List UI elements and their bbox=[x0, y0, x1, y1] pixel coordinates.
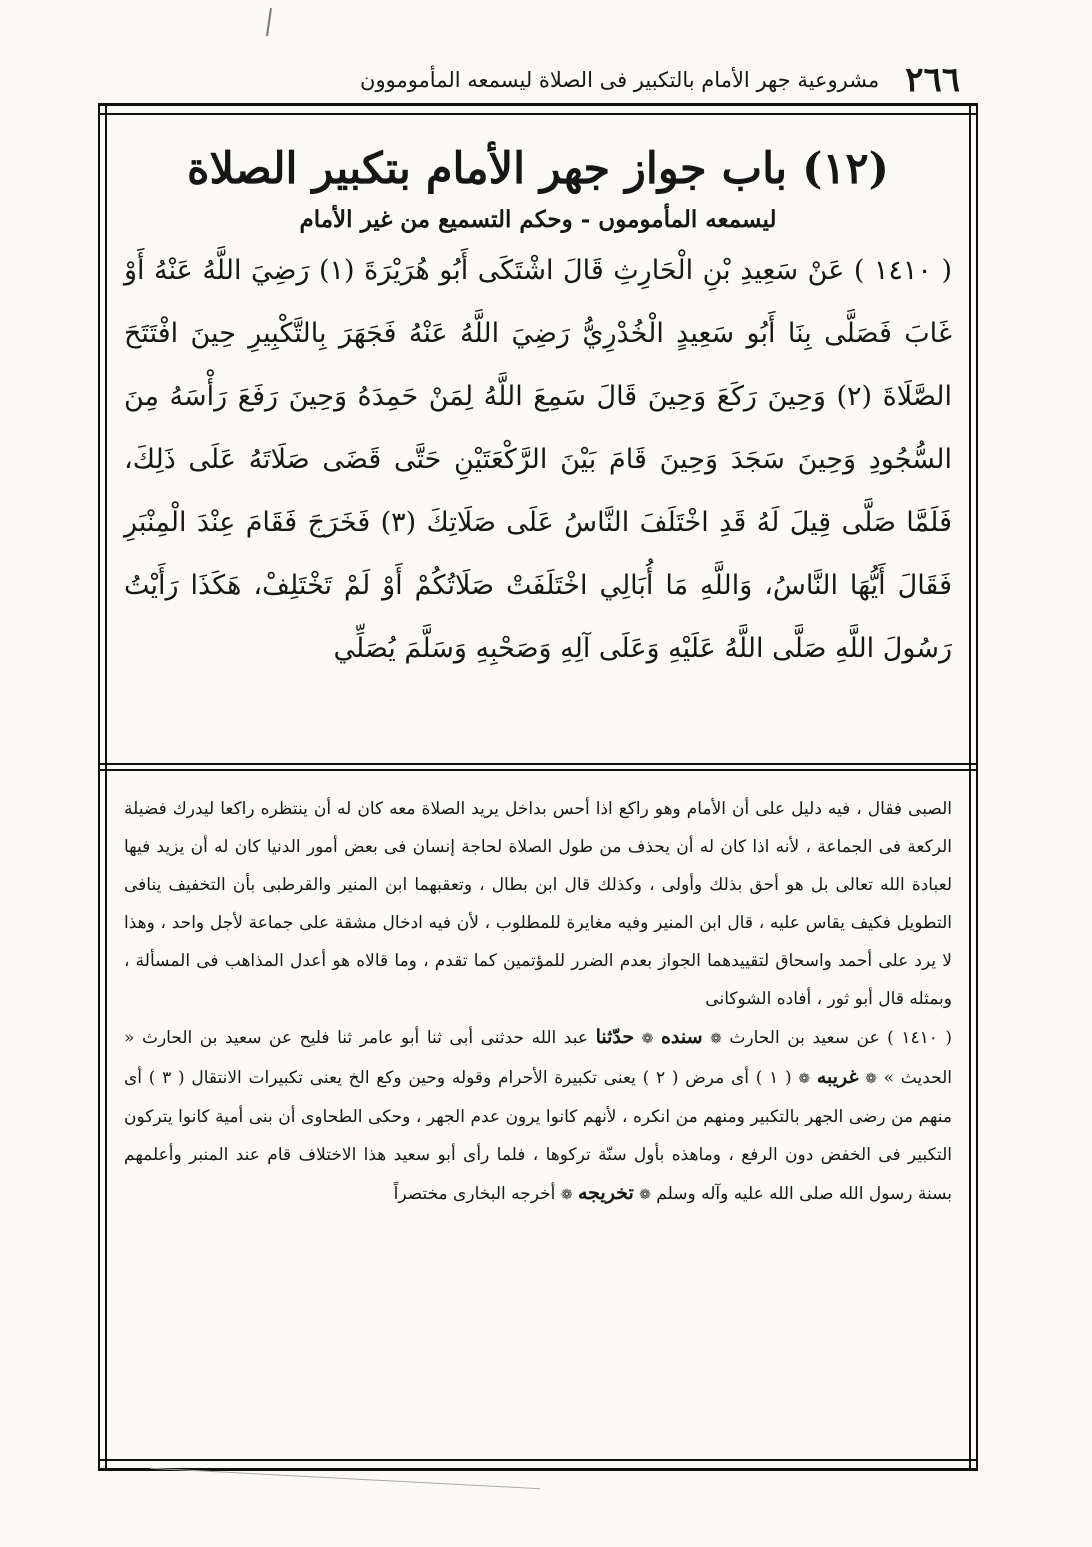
running-title: مشروعية جهر الأمام بالتكبير فى الصلاة ليسمعه المأموموون bbox=[360, 68, 880, 92]
scan-mark-bottom bbox=[150, 1468, 540, 1489]
page-header bbox=[120, 58, 960, 102]
chapter-title: (١٢) باب جواز جهر الأمام بتكبير الصلاة bbox=[186, 144, 890, 194]
gharib-notes: ( ١ ) أى مرض ( ٢ ) يعنى تكبيرة الأحرام وقوله وحين وكع الخ يعنى تكبيرات الانتقال ( ٣ ) أى منهم من رضى الجهر بالتكبير ومنهم من انكره ، لأنهم كانوا يرون عدم الجهر ، وحكى الطحاوى أن بنى أمية كانوا يتركون التكبير فى الخفض دون الرفع ، وماهذه بأول سنّة تركوها ، فلما رأى أبو سعيد هذا الاختلاف قام عند المنبر وأعلمهم بسنة رسول الله صلى الله عليه وآله وسلم bbox=[124, 1068, 952, 1204]
keyword-haddathana: حدّثنا bbox=[595, 1026, 635, 1048]
ornament-icon: ❁ bbox=[560, 1187, 573, 1203]
chapter-subtitle: ليسمعه المأموموں - وحكم التسميع من غير الأمام bbox=[299, 205, 777, 233]
frame-line bbox=[969, 106, 971, 1468]
hadith-reference: ( ١٤١٠ ) عن سعيد بن الحارث bbox=[729, 1028, 953, 1048]
ornament-icon: ❁ bbox=[798, 1071, 811, 1087]
section-divider bbox=[98, 763, 978, 765]
keyword-sanad: سنده bbox=[660, 1026, 703, 1048]
ornament-icon: ❁ bbox=[639, 1187, 651, 1203]
keyword-takhrij: تخريجه bbox=[577, 1182, 634, 1204]
page-frame bbox=[98, 103, 978, 1471]
page-number: ٢٦٦ bbox=[905, 60, 960, 100]
frame-line bbox=[98, 1459, 978, 1461]
hadith-text: ( ١٤١٠ ) عَنْ سَعِيدِ بْنِ الْحَارِثِ قَالَ اشْتَكَى أَبُو هُرَيْرَةَ (١) رَضِيَ اللَّهُ عَنْهُ أَوْ غَابَ فَصَلَّى بِنَا أَبُو سَعِيدٍ الْخُدْرِيُّ رَضِيَ اللَّهُ عَنْهُ فَجَهَرَ بِالتَّكْبِيرِ حِينَ افْتَتَحَ الصَّلَاةَ (٢) وَحِينَ رَكَعَ وَحِينَ قَالَ سَمِعَ اللَّهُ لِمَنْ حَمِدَهُ وَحِينَ رَفَعَ رَأْسَهُ مِنَ السُّجُودِ وَحِينَ سَجَدَ وَحِينَ قَامَ بَيْنَ الرَّكْعَتَيْنِ حَتَّى قَضَى صَلَاتَهُ عَلَى ذَلِكَ، فَلَمَّا صَلَّى قِيلَ لَهُ قَدِ اخْتَلَفَ النَّاسُ عَلَى صَلَاتِكَ (٣) فَخَرَجَ فَقَامَ عِنْدَ الْمِنْبَرِ فَقَالَ أَيُّهَا النَّاسُ، وَاللَّهِ مَا أُبَالِي اخْتَلَفَتْ صَلَاتُكُمْ أَوْ لَمْ تَخْتَلِفْ، هَكَذَا رَأَيْتُ رَسُولَ اللَّهِ صَلَّى اللَّهُ عَلَيْهِ وَعَلَى آلِهِ وَصَحْبِهِ وَسَلَّمَ يُصَلِّي bbox=[124, 254, 952, 664]
frame-line bbox=[98, 113, 978, 115]
ornament-icon: ❁ bbox=[710, 1031, 722, 1047]
section-divider bbox=[98, 769, 978, 771]
takhrij-text: أخرجه البخارى مختصراً bbox=[393, 1184, 556, 1204]
commentary-paragraph: الصبى فقال ، فيه دليل على أن الأمام وهو راكع اذا أحس بداخل يريد الصلاة معه كان له أن ينتظره راكعا ليدرك فضيلة الركعة فى الجماعة ، لأنه اذا كان له أن يحذف من طول الصلاة لحاجة إنسان فى بعض أمور الدنيا كان له أن يزيد فيها لعبادة الله تعالى بل هو أحق بذلك وأولى ، وكذلك قال ابن بطال ، وتعقبهما ابن المنير والقرطبى بأن التخفيف ينافى التطويل فكيف يقاس عليه ، قال ابن المنير وفيه مغايرة للمطلوب ، لأن فيه ادخال مشقة على جماعة لأجل واحد ، وهذا لا يرد على أحمد واسحاق لتقييدهما الجواز بعدم الضرر للمؤتمين كما تقدم ، وما قالاه هو أعدل المذاهب فى المسألة ، وبمثله قال أبو ثور ، أفاده الشوكانى bbox=[124, 799, 952, 1009]
commentary-section bbox=[124, 790, 952, 1214]
ornament-icon: ❁ bbox=[865, 1071, 877, 1087]
frame-line bbox=[98, 106, 100, 1468]
frame-line bbox=[976, 106, 978, 1468]
scan-mark-top bbox=[266, 8, 272, 36]
hadith-section bbox=[124, 118, 952, 680]
frame-line bbox=[105, 106, 107, 1468]
isnad-text: عبد الله حدثنى أبى ثنا أبو عامر ثنا فليح عن سعيد بن الحارث « الحديث » bbox=[124, 1028, 953, 1088]
keyword-gharib: غريبه bbox=[816, 1066, 859, 1088]
ornament-icon: ❁ bbox=[641, 1031, 654, 1047]
commentary-paragraph bbox=[124, 1018, 952, 1214]
